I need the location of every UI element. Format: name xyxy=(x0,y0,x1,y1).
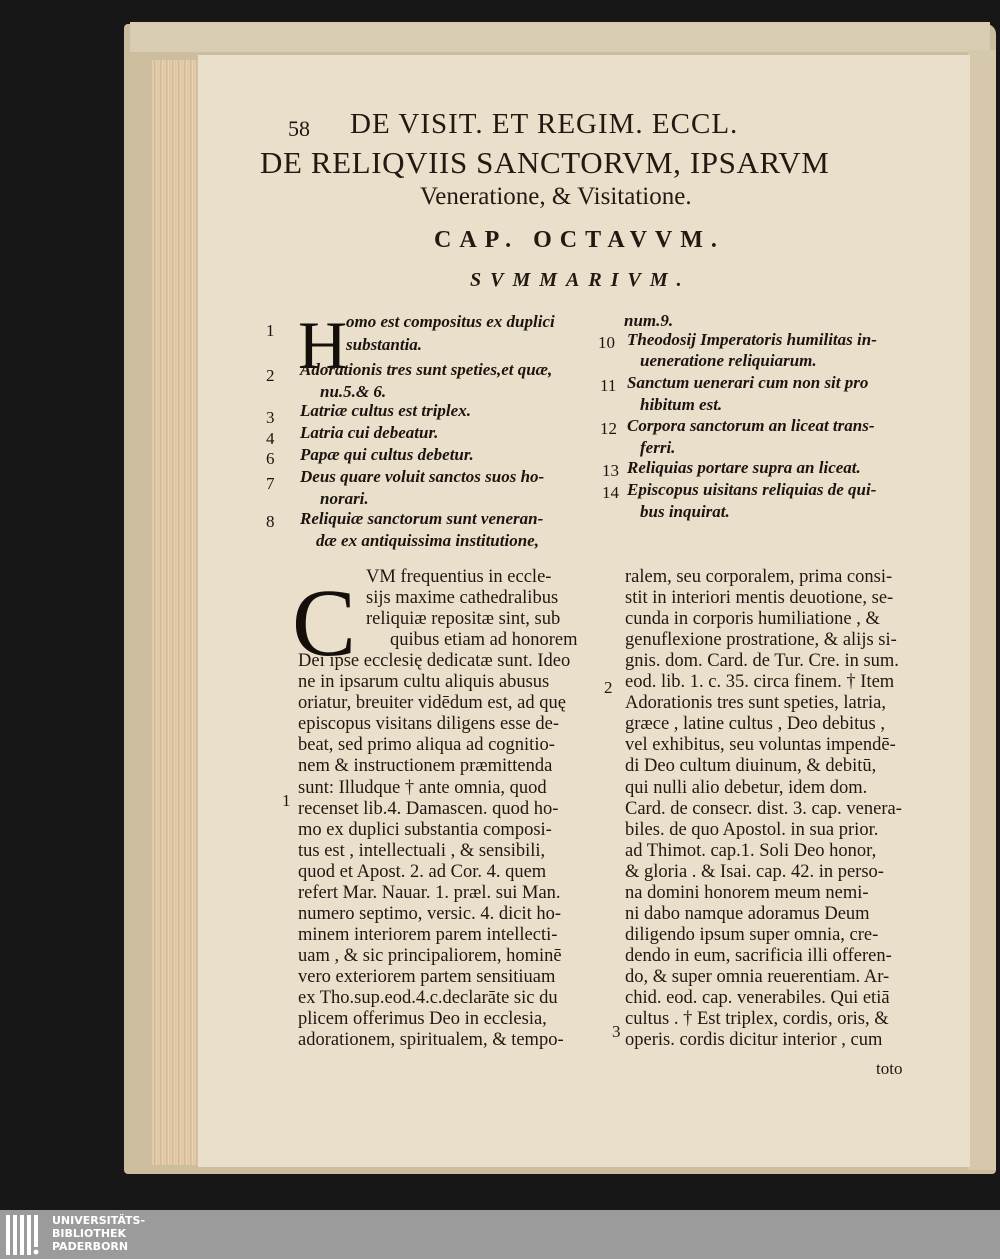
body-left-line: ex Tho.sup.eod.4.c.declarāte sic du xyxy=(298,988,558,1008)
body-drop-initial: C xyxy=(292,569,357,676)
library-logo-text xyxy=(52,1214,145,1253)
body-right-line: græce , latine cultus , Deo debitus , xyxy=(625,714,885,735)
summary-drop-initial: H xyxy=(298,307,348,383)
body-left-line: sijs maxime cathedralibus xyxy=(366,588,559,609)
summary-num-4: 4 xyxy=(266,429,275,448)
body-left-line: sunt: Illudque † ante omnia, quod xyxy=(298,777,547,798)
summary-num-6: 6 xyxy=(266,449,275,468)
summary-item-11: Sanctum uenerari cum non sit pro xyxy=(627,373,869,392)
body-right-line: ralem, seu corporalem, prima consi- xyxy=(625,567,893,587)
body-right-line: chid. eod. cap. venerabiles. Qui etiā xyxy=(625,988,890,1008)
page-edges xyxy=(152,60,202,1165)
catchword: toto xyxy=(876,1059,903,1078)
body-right-line: vel exhibitus, seu voluntas impendē- xyxy=(625,735,896,756)
summary-item-8-end: num.9. xyxy=(624,311,674,330)
summary-item-13: Reliquias portare supra an liceat. xyxy=(627,458,861,477)
body-left-line: quod et Apost. 2. ad Cor. 4. quem xyxy=(298,861,547,882)
summary-item-7-cont: norari. xyxy=(320,489,369,508)
body-right-line: qui nulli alio debetur, idem dom. xyxy=(625,777,868,798)
book-cover-top xyxy=(130,22,990,52)
summary-num-2: 2 xyxy=(266,366,275,385)
summary-item-14: Episcopus uisitans reliquias de qui- xyxy=(627,480,877,499)
summary-item-11-cont: hibitum est. xyxy=(640,395,723,414)
summary-num-8: 8 xyxy=(266,512,275,531)
body-right-line: di Deo cultum diuinum, & debitū, xyxy=(625,756,877,777)
summary-num-7: 7 xyxy=(266,474,275,493)
facing-page-edge xyxy=(968,50,996,1170)
body-right-line: cultus . † Est triplex, cordis, oris, & xyxy=(625,1009,889,1030)
summary-heading: SVMMARIVM. xyxy=(470,269,691,291)
running-head: DE VISIT. ET REGIM. ECCL. xyxy=(350,108,739,140)
summary-item-2: Adorationis tres sunt speties,et quæ, xyxy=(300,360,553,379)
body-right-line: na domini honorem meum nemi- xyxy=(625,882,869,903)
body-left-line: ne in ipsarum cultu aliquis abusus xyxy=(298,672,550,693)
summary-item-3: Latriæ cultus est triplex. xyxy=(300,401,471,420)
summary-item-10: Theodosij Imperatoris humilitas in- xyxy=(627,330,877,349)
library-logo-line-3: PADERBORN xyxy=(52,1240,129,1253)
summary-item-8: Reliquiæ sanctorum sunt veneran- xyxy=(300,509,544,528)
library-logo-line-2: BIBLIOTHEK xyxy=(52,1227,127,1240)
summary-num-11: 11 xyxy=(600,376,617,395)
margin-note-2: 2 xyxy=(604,678,613,697)
margin-note-1: 1 xyxy=(282,791,291,810)
body-left-line: nem & instructionem præmittenda xyxy=(298,756,553,777)
summary-item-1: omo est compositus ex duplici xyxy=(346,312,555,331)
body-right-line: do, & super omnia reuerentiam. Ar- xyxy=(625,966,890,987)
summary-num-3: 3 xyxy=(266,408,275,427)
summary-num-1: 1 xyxy=(266,321,275,340)
chapter-heading: CAP. OCTAVVM. xyxy=(434,227,725,253)
body-right-line: diligendo ipsum super omnia, cre- xyxy=(625,924,879,945)
summary-item-14-cont: bus inquirat. xyxy=(640,502,730,521)
page-number: 58 xyxy=(288,116,310,141)
body-left-line: numero septimo, versic. 4. dicit ho- xyxy=(298,903,562,924)
body-right-line: dendo in eum, sacrificia illi offeren- xyxy=(625,945,892,966)
body-left-line: reliquiæ repositæ sint, sub xyxy=(366,609,561,630)
body-left-line: plicem offerimus Deo in ecclesia, xyxy=(298,1009,547,1030)
title-line-1: DE RELIQVIIS SANCTORVM, IPSARVM xyxy=(260,145,830,180)
library-logo-icon xyxy=(6,1215,42,1255)
summary-item-8-cont: dæ ex antiquissima institutione, xyxy=(316,531,539,550)
library-footer xyxy=(0,1210,1000,1259)
body-left-line: vero exteriorem partem sensitiuam xyxy=(298,966,556,987)
body-left-line: adorationem, spiritualem, & tempo- xyxy=(298,1030,564,1051)
body-right-line: cunda in corporis humiliatione , & xyxy=(625,609,880,630)
body-right-line: ad Thimot. cap.1. Soli Deo honor, xyxy=(625,840,877,861)
body-right-line: Adorationis tres sunt speties, latria, xyxy=(625,693,887,714)
body-right-line: ni dabo namque adoramus Deum xyxy=(625,903,870,924)
summary-item-12-cont: ferri. xyxy=(640,438,676,457)
body-left-line: Dei ipse ecclesię dedicatæ sunt. Ideo xyxy=(298,651,571,672)
body-right-line: & gloria . & Isai. cap. 42. in perso- xyxy=(625,861,884,882)
library-logo-line-1: UNIVERSITÄTS- xyxy=(52,1214,146,1227)
body-left-line: minem interiorem parem intellecti- xyxy=(298,924,558,945)
margin-note-3: 3 xyxy=(612,1022,621,1041)
body-left-line: episcopus visitans diligens esse de- xyxy=(298,714,560,735)
body-right-line: operis. cordis dicitur interior , cum xyxy=(625,1030,883,1051)
summary-item-6: Papæ qui cultus debetur. xyxy=(300,445,474,464)
body-left-line: tus est , intellectuali , & sensibili, xyxy=(298,840,546,861)
summary-num-13: 13 xyxy=(602,461,619,480)
body-left-line: oriatur, breuiter vidēdum est, ad quę xyxy=(298,693,566,714)
summary-num-10: 10 xyxy=(598,333,615,352)
summary-item-7: Deus quare voluit sanctos suos ho- xyxy=(300,467,545,486)
summary-num-12: 12 xyxy=(600,419,617,438)
body-right-line: Card. de consecr. dist. 3. cap. venera- xyxy=(625,798,902,819)
body-left-line: VM frequentius in eccle- xyxy=(366,567,552,587)
body-left-line: quibus etiam ad honorem xyxy=(390,630,578,651)
body-left-line: mo ex duplici substantia composi- xyxy=(298,819,552,840)
body-right-line: genuflexione prostratione, & alijs si- xyxy=(625,630,897,651)
body-left-line: beat, sed primo aliqua ad cognitio- xyxy=(298,735,555,756)
summary-item-1-cont: substantia. xyxy=(346,335,423,354)
summary-item-2-cont: nu.5.& 6. xyxy=(320,382,387,401)
body-right-line: biles. de quo Apostol. in sua prior. xyxy=(625,819,879,840)
summary-item-10-cont: ueneratione reliquiarum. xyxy=(640,351,817,370)
summary-num-14: 14 xyxy=(602,483,619,502)
body-left-line: refert Mar. Nauar. 1. præl. sui Man. xyxy=(298,882,561,903)
body-left-line: recenset lib.4. Damascen. quod ho- xyxy=(298,798,559,819)
body-right-line: eod. lib. 1. c. 35. circa finem. † Item xyxy=(625,672,895,693)
body-right-line: stit in interiori mentis deuotione, se- xyxy=(625,588,894,609)
body-right-line: gnis. dom. Card. de Tur. Cre. in sum. xyxy=(625,651,899,672)
body-left-line: uam , & sic principaliorem, hominē xyxy=(298,945,562,966)
summary-item-4: Latria cui debeatur. xyxy=(300,423,439,442)
summary-item-12: Corpora sanctorum an liceat trans- xyxy=(627,416,875,435)
title-line-2: Veneratione, & Visitatione. xyxy=(420,183,692,210)
